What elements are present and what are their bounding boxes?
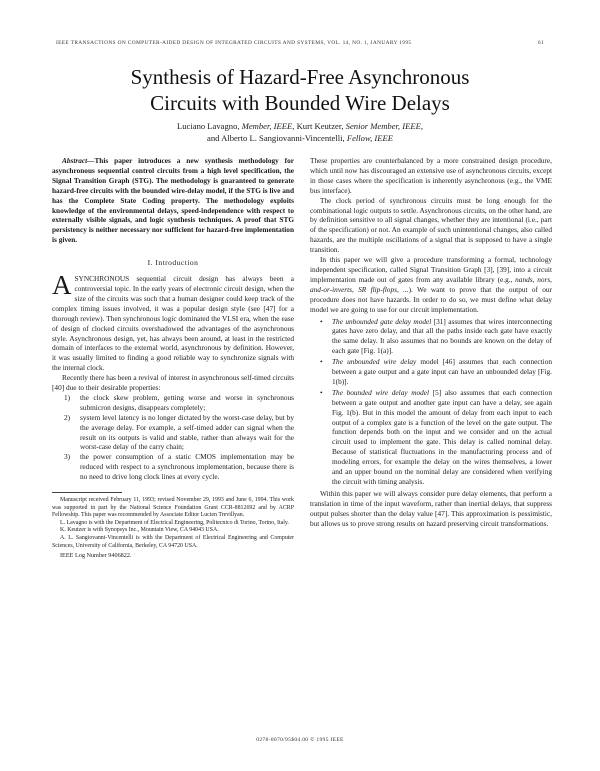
author-lavagno-role: Member, IEEE,: [241, 121, 295, 131]
list-number: 1): [64, 392, 71, 402]
right-paragraph-3-a: In this paper we will give a procedure transforming a formal, technology independent specification, called Signal Transition Graph [3], [39], into a circuit implementation made out of gates from any available library (e.g.,: [310, 255, 552, 284]
section-heading-introduction: I. Introduction: [147, 258, 199, 268]
list-item: [52, 393, 294, 413]
footnote-sangiovanni: A. L. Sangiovanni-Vincentelli is with the Department of Electrical Engineering and Computer Sciences, University of California, Berkeley, CA 94720 USA.: [52, 535, 294, 549]
bullet-lead: The unbounded wire delay: [332, 357, 417, 367]
intro-paragraph-1-text: SYNCHRONOUS sequential circuit design has always been a controversial topic. In the early years of electronic circuit design, when the size of the circuits was such that a human designer could keep track of the complex timing issues involved, it was a popular design style (see [47] for a thorough review). Then synchronous logic dominated the VLSI era, when the ease of design of clocked circuits overshadowed the advantages of the asynchronous style. Asynchronous design, yet, has always been around, at least in the restricted domain of interfaces to the external world, asynchronous by definition. However, it was usually limited to finding a good reliable way to synchronize signals with the internal clock.: [52, 274, 294, 373]
properties-list: [52, 393, 294, 482]
footnote-keutzer: K. Keutzer is with Synopsys Inc., Mountain View, CA 94043 USA.: [60, 527, 219, 534]
list-item: [310, 317, 552, 357]
intro-paragraph-2: Recently there has been a revival of interest in asynchronous self-timed circuits [40] due to their desirable properties:: [52, 373, 295, 393]
footnotes: [52, 497, 294, 560]
intro-paragraph-1: [52, 270, 294, 373]
author-keutzer-role: Senior Member, IEEE,: [345, 121, 423, 131]
right-paragraph-3: [310, 255, 552, 314]
bullet-icon: •: [320, 357, 323, 367]
abstract: [52, 156, 294, 245]
right-paragraph-4: Within this paper we will always consider pure delay elements, that perform a translation in time of the input waveform, rather than inertial delays, that suppress output pulses shorter than the delay value [47]. This approximation is pessimistic, but allows us to prove strong results on hazard preserving circuit transformations.: [310, 488, 552, 528]
right-paragraph-3-gates: nands, nors, and-or-inverts, SR flip-flops, ...: [310, 274, 553, 294]
list-item: [52, 413, 294, 453]
bullet-icon: •: [320, 316, 323, 326]
right-column: [310, 156, 552, 529]
bullet-text: model [46] assumes that each connection between a gate output and a gate input can have an unbounded delay [Fig. 1(b)].: [332, 357, 552, 386]
bullet-text: [5] also assumes that each connection between a gate output and another gate input can have a delay, see again Fig. 1(b). But in this model the amount of delay from each input to each output of a complex gate is a function of the level on the gate output. The function depends both on the input and we consider and on the actual circuit used to implement the gate. This delay is called nominal delay. Because of statistical fluctuations in the manufacturing process and of modeling errors, for example the delay on the wires themselves, a lower and an upper bound on the nominal delay are considered when verifying the circuit with timing analysis.: [332, 387, 552, 486]
delay-model-list: [310, 317, 552, 487]
bullet-lead: The bounded wire delay model: [332, 387, 430, 397]
right-paragraph-3-b: ). We want to prove that the output of our procedure does not have hazards. In order to do so, we must define what delay model we are going to use for our circuit implementation.: [310, 284, 552, 314]
abstract-lead: Abstract—: [62, 156, 95, 165]
bullet-text: [31] assumes that wires interconnecting gates have zero delay, and that all the paths inside each gate have exactly the same delay. It also assumes that no bounds are known on the delay of each gate [Fig. 1(a)].: [332, 316, 552, 356]
journal-name: IEEE TRANSACTIONS ON COMPUTER-AIDED DESIGN OF INTEGRATED CIRCUITS AND SYSTEMS, VOL. 14, NO. 1, JANUARY 1995: [56, 40, 412, 46]
bullet-lead: The unbounded gate delay model: [332, 316, 432, 326]
list-text: system level latency is no longer dictated by the worst-case delay, but by the average delay. For example, a self-timed adder can signal when the result on its outputs is valid and stable, rather than always wait for the worst-case delay of the carry chain;: [80, 412, 294, 452]
list-item: [310, 357, 552, 387]
bullet-icon: •: [320, 387, 323, 397]
list-text: the clock skew problem, getting worse and worse in synchronous submicron designs, disappears completely;: [80, 392, 294, 412]
footnote-manuscript: Manuscript received February 11, 1993; revised November 29, 1993 and June 6, 1994. This work was supported in part by the National Science Foundation Grant CCR-8812692 and by ACRP Fellowship. This paper was recommended by Associate Editor Lucien Trevillyan.: [52, 497, 294, 519]
right-paragraph-2: The clock period of synchronous circuits must be long enough for the combinational logic outputs to settle. Asynchronous circuits, on the other hand, are by definition sensitive to all signal changes, whether they are intentional (i.e., part of the specification) or not. An example of such unintentional changes, also called hazards, are the multiple oscillations of a signal that is supposed to have a single transition.: [310, 195, 552, 255]
author-sangiovanni: and Alberto L. Sangiovanni-Vincentelli,: [207, 133, 345, 143]
right-paragraph-1: These properties are counterbalanced by a more constrained design procedure, which until now has discouraged an extensive use of asynchronous circuits, except in those cases where the specification is inherently asynchronous (e.g., the VME bus interface).: [310, 156, 552, 195]
list-item: [52, 452, 294, 482]
drop-cap: A: [52, 270, 72, 301]
author-sangiovanni-role: Fellow, IEEE: [346, 133, 393, 143]
title-line-2: Circuits with Bounded Wire Delays: [150, 91, 450, 115]
abstract-text: This paper introduces a new synthesis methodology for asynchronous sequential control circuits from a high level specification, the Signal Transition Graph (STG). The methodology is guaranteed to generate hazard-free circuits with the bounded wire-delay model, if the STG is live and has the Complete State Coding property. The methodology exploits knowledge of the environmental delays, speed-independence with respect to externally visible signals, and logic synthesis techniques. A proof that STG persistency is neither necessary nor sufficient for hazard-free implementation is given.: [52, 156, 294, 245]
page-number: 61: [537, 40, 544, 46]
author-line-2: [60, 132, 540, 144]
author-keutzer: Kurt Keutzer,: [296, 121, 344, 131]
left-column: [52, 156, 294, 560]
list-item: [310, 388, 552, 487]
list-text: the power consumption of a static CMOS implementation may be reduced with respect to a synchronous implementation, because there is no need to drive long clock lines at every cycle.: [80, 452, 294, 482]
copyright-footer: 0278-0070/95$04.00 © 1995 IEEE: [256, 737, 344, 743]
author-lavagno: Luciano Lavagno,: [177, 121, 240, 131]
footnote-lavagno: L. Lavagno is with the Department of Electrical Engineering, Politecnico di Torino, Torino, Italy.: [60, 519, 289, 526]
list-number: 3): [64, 452, 71, 462]
author-block: [60, 120, 540, 144]
paper-title: [40, 64, 560, 116]
running-header: [56, 40, 544, 46]
title-line-1: Synthesis of Hazard-Free Asynchronous: [130, 65, 470, 89]
list-number: 2): [64, 412, 71, 422]
author-line-1: [60, 120, 540, 132]
footnote-divider: [52, 492, 122, 493]
ieee-log-number: IEEE Log Number 9406822.: [60, 552, 132, 560]
